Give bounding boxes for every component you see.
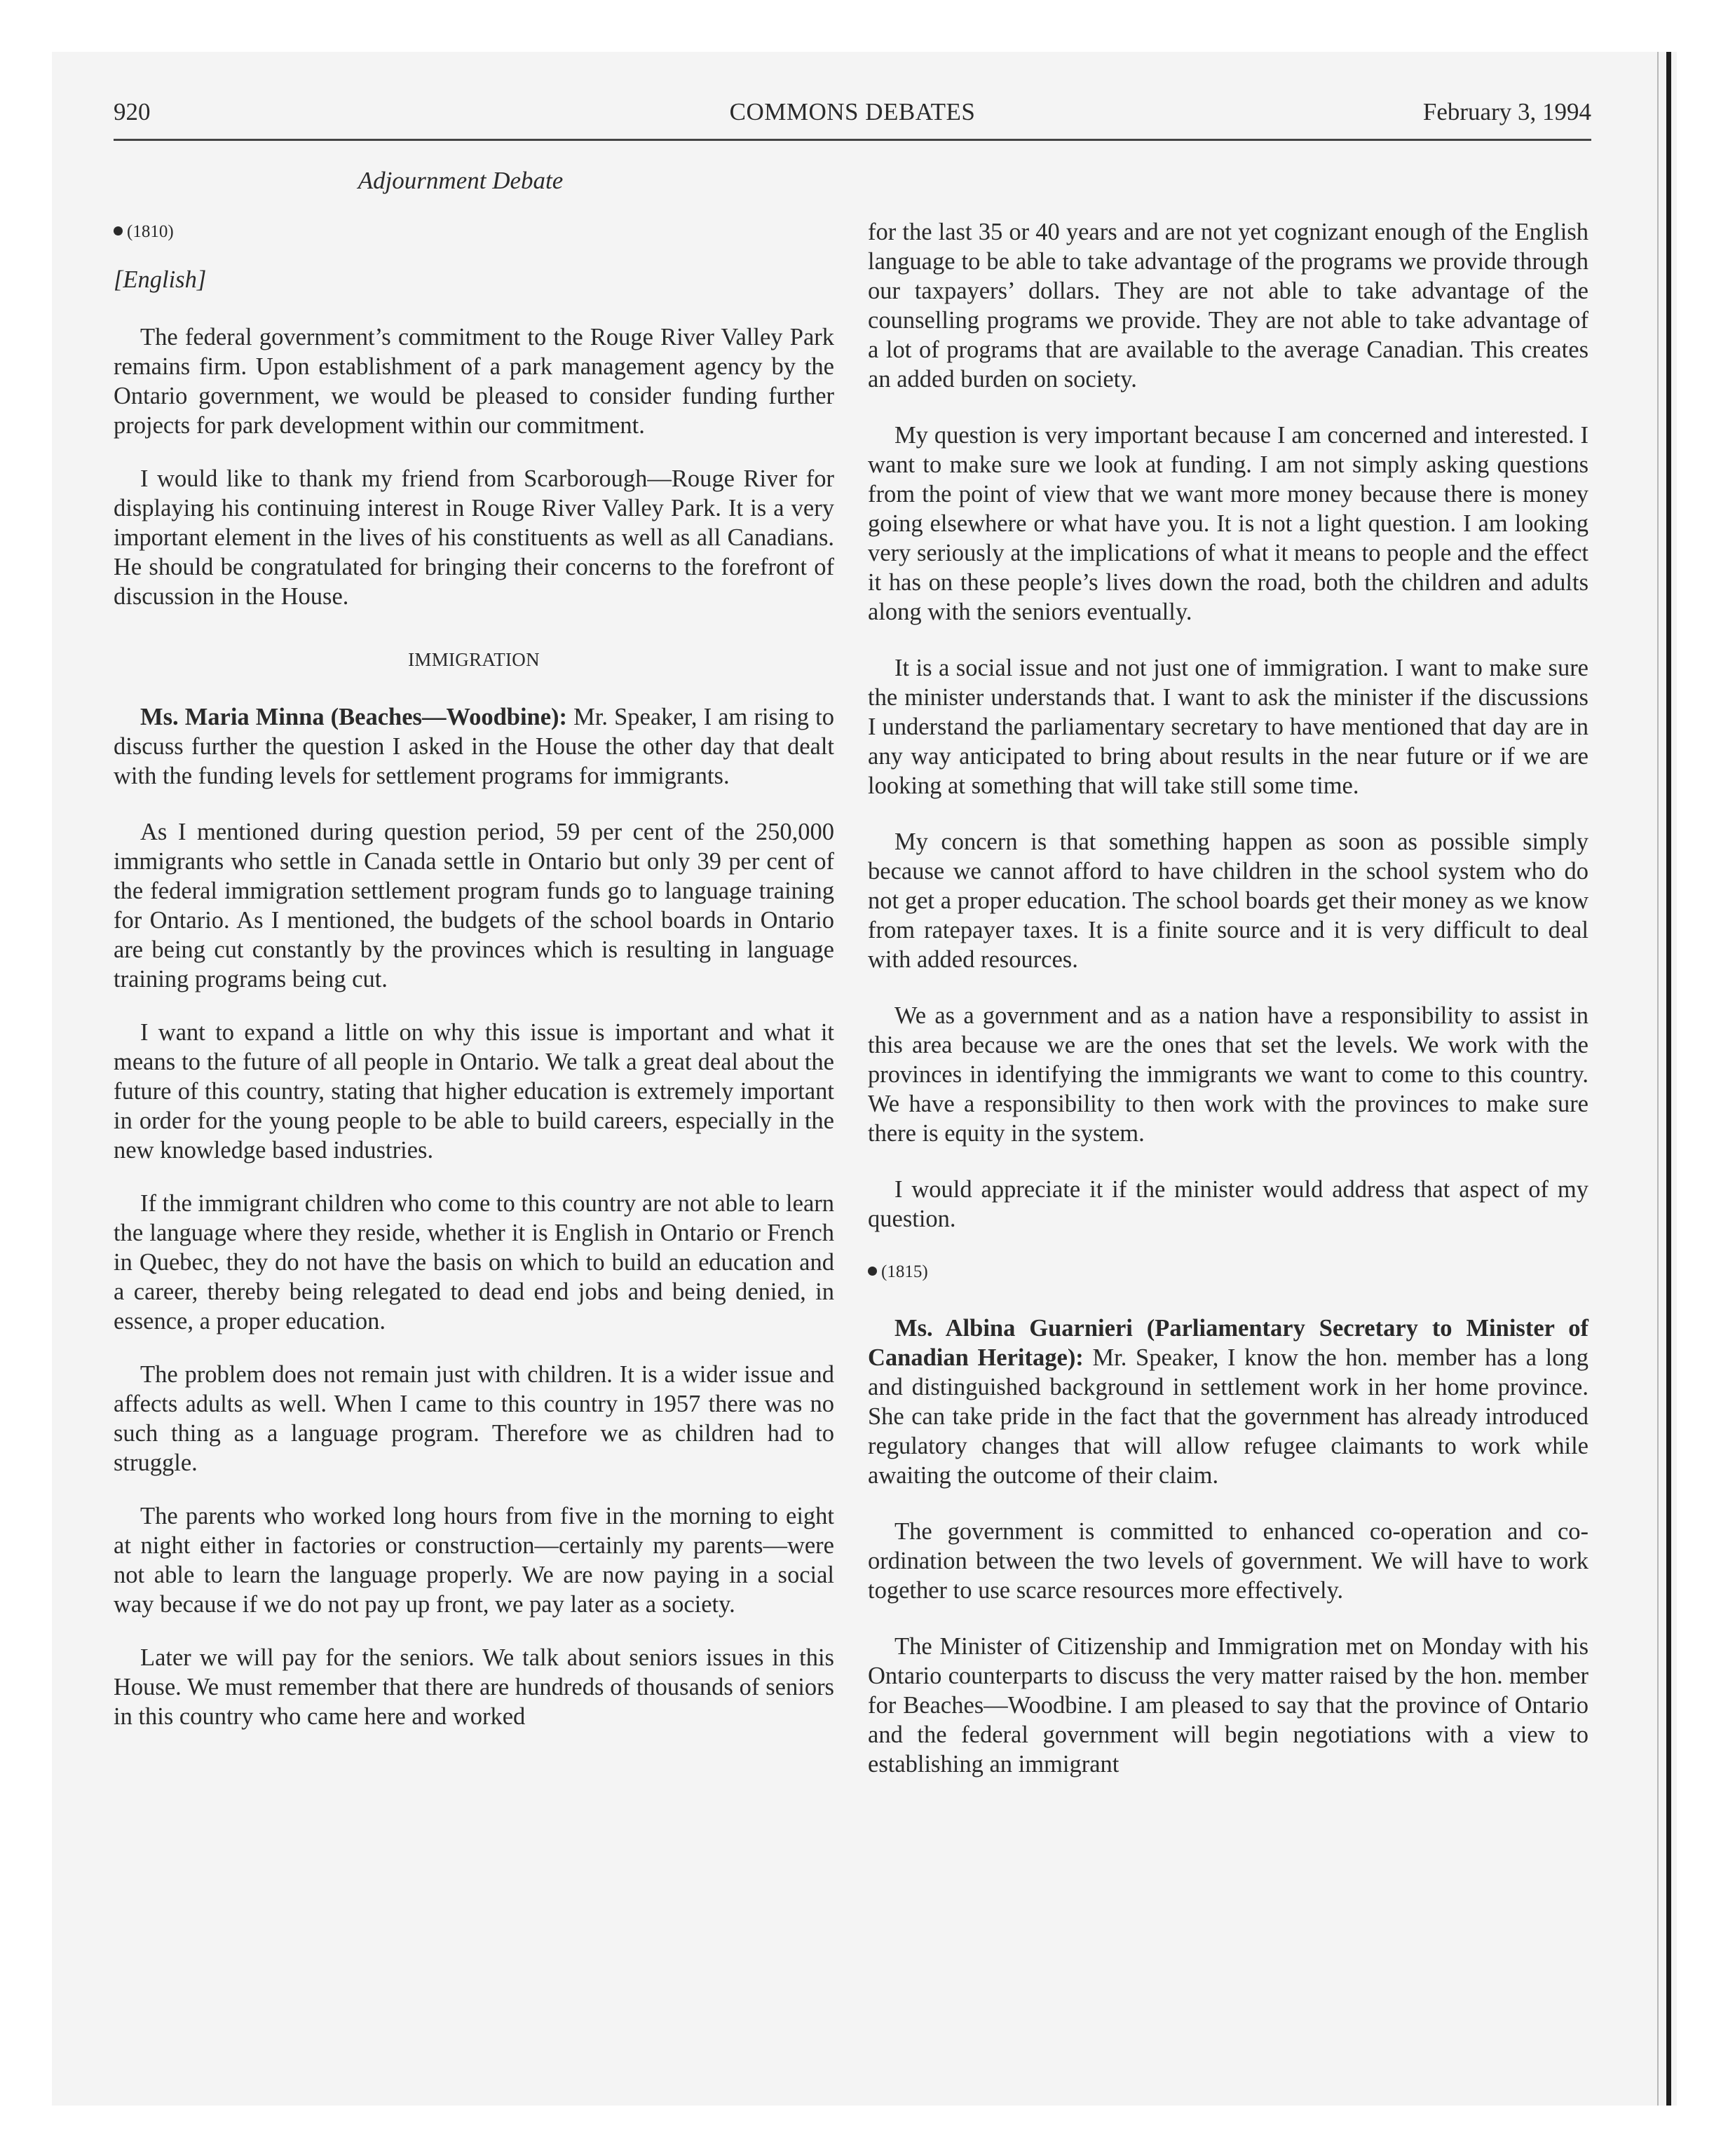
paragraph: I would appreciate it if the minister would address that aspect of my question.: [868, 1176, 1588, 1232]
right-column: [868, 217, 1588, 1803]
timestamp-marker: [868, 1257, 1588, 1287]
timestamp-text: (1810): [127, 222, 174, 241]
paragraph: [114, 702, 834, 791]
paragraph: My question is very important because I am concerned and interested. I want to make sure we look at funding. I am not simply asking questions from the point of view that we want more money because there is money going elsewhere or what have you. It is not a light question. I am looking very seriously at the implications of what it means to people and the effect it has on these people’s lives down the road, both the children and adults along with the seniors eventually.: [868, 422, 1588, 625]
speaker-name: Ms. Maria Minna (Beaches—Woodbine):: [140, 704, 568, 730]
paragraph: It is a social issue and not just one of immigration. I want to make sure the minister understands that. I want to ask the minister if the discussions I understand the parliamentary secretary to have mentioned that day are in any way anticipated to bring about results in the near future or if we are looking at something that will take still some time.: [868, 655, 1588, 799]
paragraph: As I mentioned during question period, 59 per cent of the 250,000 immigrants who settle in Canada settle in Ontario but only 39 per cent of the federal immigration settlement program funds go to language training for Ontario. As I mentioned, the budgets of the school boards in Ontario are being cut constantly by the provinces which is resulting in language training programs being cut.: [114, 819, 834, 992]
paragraph: If the immigrant children who come to this country are not able to learn the language where they reside, whether it is English in Ontario or French in Quebec, they do not have the basis on which to build an education and a career, thereby being relegated to dead end jobs and being denied, in essence, a proper education.: [114, 1190, 834, 1335]
page-edge-shadow: [1657, 52, 1659, 2106]
paragraph: We as a government and as a nation have a responsibility to assist in this area because we are the ones that set the levels. We work with the provinces in identifying the immigrants we want to come to this country. We have a responsibility to then work with the provinces to make sure there is equity in the system.: [868, 1002, 1588, 1147]
speech-text: Mr. Speaker, I know the hon. member has a long and distinguished background in settlement work in her home province. She can take pride in the fact that the government has already introduced regulatory changes that will allow refugee claimants to work while awaiting the outcome of their claim.: [868, 1344, 1589, 1489]
paragraph: [868, 1314, 1588, 1490]
bullet-icon: [868, 1267, 877, 1276]
issue-date: February 3, 1994: [1422, 98, 1591, 125]
paragraph: The problem does not remain just with children. It is a wider issue and affects adults as well. When I came to this country in 1957 there was no such thing as a language program. Therefore we as children had to struggle.: [114, 1361, 834, 1476]
speaker-name: Ms. Albina Guarnieri (Parliamentary Secretary to Minister of Canadian Heritage):: [868, 1315, 1588, 1371]
paragraph: The government is committed to enhanced co-operation and co-ordination between the two levels of government. We will have to work together to use scarce resources more effectively.: [868, 1518, 1588, 1604]
bullet-icon: [114, 226, 123, 236]
paragraph: Later we will pay for the seniors. We talk about seniors issues in this House. We must remember that there are hundreds of thousands of seniors in this country who came here and worked: [114, 1644, 834, 1730]
paragraph: I want to expand a little on why this issue is important and what it means to the future of all people in Ontario. We talk a great deal about the future of this country, stating that higher education is extremely important in order for the young people to be able to build careers, especially in the new knowledge based industries.: [114, 1019, 834, 1164]
left-column: [114, 217, 834, 1755]
paragraph: I would like to thank my friend from Scarborough—Rouge River for displaying his continuing interest in Rouge River Valley Park. It is a very important element in the lives of his constituents as well as all Canadians. He should be congratulated for bringing their concerns to the forefront of discussion in the House.: [114, 465, 834, 610]
language-tag: [English]: [114, 266, 207, 293]
subheading: IMMIGRATION: [408, 649, 540, 670]
paragraph: The federal government’s commitment to the Rouge River Valley Park remains firm. Upon establishment of a park management agency by the Ontario government, we would be pleased to consider funding further projects for park development within our commitment.: [114, 324, 834, 439]
timestamp-marker: [114, 217, 834, 247]
paragraph: My concern is that something happen as soon as possible simply because we cannot afford to have children in the school system who do not get a proper education. The school boards get their money as we know from ratepayer taxes. It is a finite source and it is very difficult to deal with added resources.: [868, 828, 1588, 973]
paragraph: The Minister of Citizenship and Immigration met on Monday with his Ontario counterparts to discuss the very matter raised by the hon. member for Beaches—Woodbine. I am pleased to say that the province of Ontario and the federal government will begin negotiations with a view to establishing an immigrant: [868, 1633, 1588, 1778]
running-header: [114, 98, 1591, 141]
publication-title: COMMONS DEBATES: [729, 98, 976, 125]
speech-text: Mr. Speaker, I am rising to discuss further the question I asked in the House the other day that dealt with the funding levels for settlement programs for immigrants.: [114, 704, 834, 789]
timestamp-text: (1815): [881, 1262, 928, 1281]
paragraph: for the last 35 or 40 years and are not yet cognizant enough of the English language to be able to take advantage of the programs we provide through our taxpayers’ dollars. They are not able to take advantage of the counselling programs we provide. They are not able to take advantage of a lot of programs that are available to the average Canadian. This creates an added burden on society.: [868, 219, 1588, 393]
page-number: 920: [114, 98, 151, 125]
section-title: Adjournment Debate: [358, 167, 564, 194]
paragraph: The parents who worked long hours from five in the morning to eight at night either in factories or construction—certainly my parents—were not able to learn the language properly. We are now paying in a social way because if we do not pay up front, we pay later as a society.: [114, 1503, 834, 1618]
page-edge: [1666, 52, 1671, 2106]
